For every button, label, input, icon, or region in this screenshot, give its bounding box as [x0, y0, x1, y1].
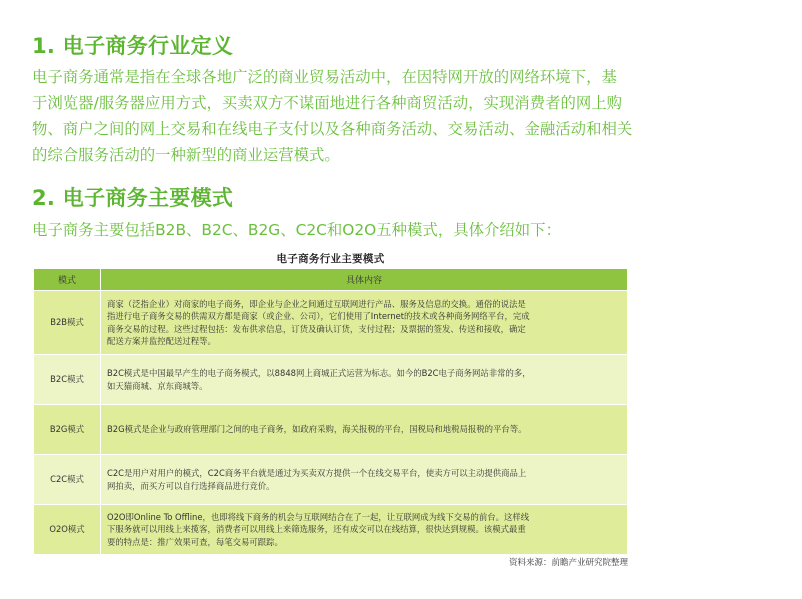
mode-cell: B2G模式: [34, 405, 101, 455]
section1-line: 于浏览器/服务器应用方式，买卖双方不谋面地进行各种商贸活动，实现消费者的网上购: [32, 94, 623, 112]
section2-intro: 电子商务主要包括B2B、B2C、B2G、C2C和O2O五种模式，具体介绍如下：: [32, 221, 561, 239]
content-line: B2C模式是中国最早产生的电子商务模式，以8848网上商城正式运营为标志。如今的B2C电子商务网站非常的多，: [107, 368, 531, 378]
table-header-row: [34, 269, 628, 291]
mode-cell: C2C模式: [34, 455, 101, 505]
content-cell: [101, 355, 628, 405]
section2-heading: 2. 电子商务主要模式: [32, 186, 234, 210]
content-line: 下服务就可以用线上来揽客，消费者可以用线上来筛选服务，还有成交可以在线结算，很快达到规模。该模式最重: [107, 524, 526, 535]
content-line: O2O即Online To Offline，也即将线下商务的机会与互联网结合在了一起，让互联网成为线下交易的前台。这样线: [107, 511, 530, 522]
source-note: 资料来源：前瞻产业研究院整理: [508, 558, 628, 568]
content-cell: [101, 505, 628, 555]
content-cell: [101, 291, 628, 355]
header-mode: 模式: [34, 269, 101, 291]
content-cell: [101, 455, 628, 505]
content-line: 指进行电子商务交易的供需双方都是商家（或企业、公司），它们使用了Internet的技术或各种商务网络平台，完成: [107, 311, 530, 321]
mode-cell: B2C模式: [34, 355, 101, 405]
section1-line: 物、商户之间的网上交易和在线电子支付以及各种商务活动、交易活动、金融活动和相关: [32, 120, 633, 138]
table-row: [34, 355, 628, 405]
content-line: 配送方案并监控配送过程等。: [107, 336, 216, 346]
mode-cell: B2B模式: [34, 291, 101, 355]
header-content: 具体内容: [101, 269, 628, 291]
section1-paragraph: [32, 64, 772, 168]
section1-line: 电子商务通常是指在全球各地广泛的商业贸易活动中，在因特网开放的网络环境下，基: [32, 68, 617, 86]
table-row: [34, 405, 628, 455]
section1-heading: 1. 电子商务行业定义: [32, 34, 234, 58]
content-line: B2G模式是企业与政府管理部门之间的电子商务，如政府采购，海关报税的平台，国税局和地税局报税的平台等。: [107, 424, 527, 435]
table-row: [34, 505, 628, 555]
table-title: 电子商务行业主要模式: [276, 253, 385, 265]
content-cell: [101, 405, 628, 455]
content-line: 要的特点是：推广效果可查，每笔交易可跟踪。: [107, 536, 283, 547]
content-line: 如天猫商城、京东商城等。: [107, 380, 208, 391]
modes-table: [33, 268, 628, 555]
table-row: [34, 455, 628, 505]
table-row: [34, 291, 628, 355]
content-line: 商务交易的过程。这些过程包括：发布供求信息，订货及确认订货，支付过程；及票据的签发、传送和接收，确定: [107, 323, 526, 334]
section1-line: 的综合服务活动的一种新型的商业运营模式。: [32, 146, 340, 164]
content-line: C2C是用户对用户的模式，C2C商务平台就是通过为买卖双方提供一个在线交易平台，使卖方可以主动提供商品上: [107, 468, 527, 478]
content-line: 网拍卖，而买方可以自行选择商品进行竞价。: [107, 480, 275, 491]
mode-cell: O2O模式: [34, 505, 101, 555]
content-line: 商家（泛指企业）对商家的电子商务，即企业与企业之间通过互联网进行产品、服务及信息的交换。通俗的说法是: [107, 298, 526, 309]
